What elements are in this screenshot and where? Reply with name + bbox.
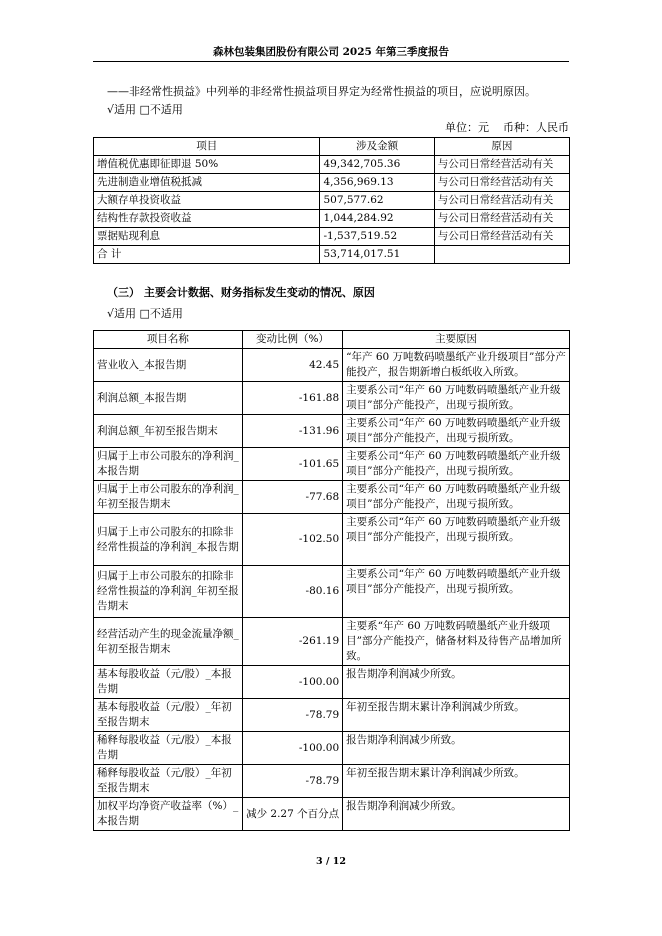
item-cell: 先进制造业增值税抵减 xyxy=(94,174,320,192)
ratio-cell: -100.00 xyxy=(242,666,342,699)
total-label-cell: 合 计 xyxy=(94,246,320,264)
table-total-row xyxy=(94,246,570,264)
item-cell: 利润总额_本报告期 xyxy=(94,382,243,415)
header-cell: 变动比例（%） xyxy=(242,331,342,349)
table-row xyxy=(94,798,570,831)
ratio-cell: 减少 2.27 个百分点 xyxy=(242,798,342,831)
amount-cell: 4,356,969.13 xyxy=(320,174,434,192)
item-cell: 增值税优惠即征即退 50% xyxy=(94,156,320,174)
reason-cell: 主要系公司“年产 60 万吨数码喷墨纸产业升级项目”部分产能投产，出现亏损所致。 xyxy=(343,514,570,566)
header-cell: 项目名称 xyxy=(94,331,243,349)
unit-line xyxy=(93,119,569,135)
section-title: （三） 主要会计数据、财务指标发生变动的情况、原因 xyxy=(107,286,375,299)
table-row xyxy=(94,174,570,192)
table-row xyxy=(94,514,570,566)
item-cell: 基本每股收益（元/股）_年初至报告期末 xyxy=(94,699,243,732)
table-header-row xyxy=(94,331,570,349)
reason-cell: 报告期净利润减少所致。 xyxy=(343,732,570,765)
reason-cell: 主要系公司“年产 60 万吨数码喷墨纸产业升级项目”部分产能投产，出现亏损所致。 xyxy=(343,448,570,481)
amount-cell: -1,537,519.52 xyxy=(320,228,434,246)
table-row xyxy=(94,732,570,765)
table-row xyxy=(94,666,570,699)
applicable-checkbox-1: √适用 □不适用 xyxy=(107,103,183,116)
ratio-cell: -78.79 xyxy=(242,699,342,732)
reason-cell: 与公司日常经营活动有关 xyxy=(434,210,569,228)
ratio-cell: -78.79 xyxy=(242,765,342,798)
ratio-cell: -131.96 xyxy=(242,415,342,448)
reason-cell: 主要系公司“年产 60 万吨数码喷墨纸产业升级项目”部分产能投产，出现亏损所致。 xyxy=(343,481,570,514)
item-cell: 加权平均净资产收益率（%）_本报告期 xyxy=(94,798,243,831)
table-row xyxy=(94,228,570,246)
unit-label: 单位：元 xyxy=(445,121,489,134)
reason-cell: 主要系“年产 60 万吨数码喷墨纸产业升级项目”部分产能投产，储备材料及待售产品增加所致。 xyxy=(343,618,570,666)
header-divider xyxy=(93,61,569,62)
ratio-cell: -100.00 xyxy=(242,732,342,765)
table-row xyxy=(94,349,570,382)
ratio-cell: -102.50 xyxy=(242,514,342,566)
ratio-cell: -101.65 xyxy=(242,448,342,481)
reason-cell: 报告期净利润减少所致。 xyxy=(343,666,570,699)
header-cell: 项目 xyxy=(94,138,320,156)
non-recurring-items-table xyxy=(93,137,570,264)
header-cell: 涉及金额 xyxy=(320,138,434,156)
header-cell: 原因 xyxy=(434,138,569,156)
amount-cell: 507,577.62 xyxy=(320,192,434,210)
reason-cell: 与公司日常经营活动有关 xyxy=(434,192,569,210)
page-number: 3 / 12 xyxy=(316,856,346,867)
table-row xyxy=(94,382,570,415)
item-cell: 大额存单投资收益 xyxy=(94,192,320,210)
table-row xyxy=(94,210,570,228)
item-cell: 归属于上市公司股东的净利润_年初至报告期末 xyxy=(94,481,243,514)
ratio-cell: -80.16 xyxy=(242,566,342,618)
table-row xyxy=(94,192,570,210)
amount-cell: 1,044,284.92 xyxy=(320,210,434,228)
reason-cell: “年产 60 万吨数码喷墨纸产业升级项目”部分产能投产，报告期新增白板纸收入所致。 xyxy=(343,349,570,382)
amount-cell: 49,342,705.36 xyxy=(320,156,434,174)
reason-cell: 年初至报告期末累计净利润减少所致。 xyxy=(343,699,570,732)
item-cell: 结构性存款投资收益 xyxy=(94,210,320,228)
empty-cell xyxy=(434,246,569,264)
item-cell: 稀释每股收益（元/股）_本报告期 xyxy=(94,732,243,765)
reason-cell: 报告期净利润减少所致。 xyxy=(343,798,570,831)
item-cell: 票据贴现利息 xyxy=(94,228,320,246)
table-row xyxy=(94,448,570,481)
item-cell: 基本每股收益（元/股）_本报告期 xyxy=(94,666,243,699)
table-row xyxy=(94,765,570,798)
reason-cell: 与公司日常经营活动有关 xyxy=(434,156,569,174)
item-cell: 营业收入_本报告期 xyxy=(94,349,243,382)
item-cell: 利润总额_年初至报告期末 xyxy=(94,415,243,448)
item-cell: 归属于上市公司股东的净利润_本报告期 xyxy=(94,448,243,481)
applicable-checkbox-2: √适用 □不适用 xyxy=(107,307,183,320)
ratio-cell: -161.88 xyxy=(242,382,342,415)
item-cell: 经营活动产生的现金流量净额_年初至报告期末 xyxy=(94,618,243,666)
table-row xyxy=(94,699,570,732)
reason-cell: 与公司日常经营活动有关 xyxy=(434,174,569,192)
table-row xyxy=(94,156,570,174)
currency-label: 币种：人民币 xyxy=(503,121,569,134)
table-row xyxy=(94,566,570,618)
item-cell: 归属于上市公司股东的扣除非经常性损益的净利润_年初至报告期末 xyxy=(94,566,243,618)
change-analysis-table xyxy=(93,330,570,831)
table-row xyxy=(94,415,570,448)
reason-cell: 主要系公司“年产 60 万吨数码喷墨纸产业升级项目”部分产能投产，出现亏损所致。 xyxy=(343,415,570,448)
table-row xyxy=(94,618,570,666)
reason-cell: 年初至报告期末累计净利润减少所致。 xyxy=(343,765,570,798)
ratio-cell: -77.68 xyxy=(242,481,342,514)
intro-line: ——非经常性损益》中列举的非经常性损益项目界定为经常性损益的项目，应说明原因。 xyxy=(107,85,536,98)
ratio-cell: -261.19 xyxy=(242,618,342,666)
item-cell: 稀释每股收益（元/股）_年初至报告期末 xyxy=(94,765,243,798)
reason-cell: 主要系公司“年产 60 万吨数码喷墨纸产业升级项目”部分产能投产，出现亏损所致。 xyxy=(343,382,570,415)
report-header: 森林包装集团股份有限公司 2025 年第三季度报告 xyxy=(212,46,450,58)
reason-cell: 与公司日常经营活动有关 xyxy=(434,228,569,246)
header-cell: 主要原因 xyxy=(343,331,570,349)
ratio-cell: 42.45 xyxy=(242,349,342,382)
reason-cell: 主要系公司“年产 60 万吨数码喷墨纸产业升级项目”部分产能投产，出现亏损所致。 xyxy=(343,566,570,618)
item-cell: 归属于上市公司股东的扣除非经常性损益的净利润_本报告期 xyxy=(94,514,243,566)
table-row xyxy=(94,481,570,514)
total-amount-cell: 53,714,017.51 xyxy=(320,246,434,264)
table-header-row xyxy=(94,138,570,156)
